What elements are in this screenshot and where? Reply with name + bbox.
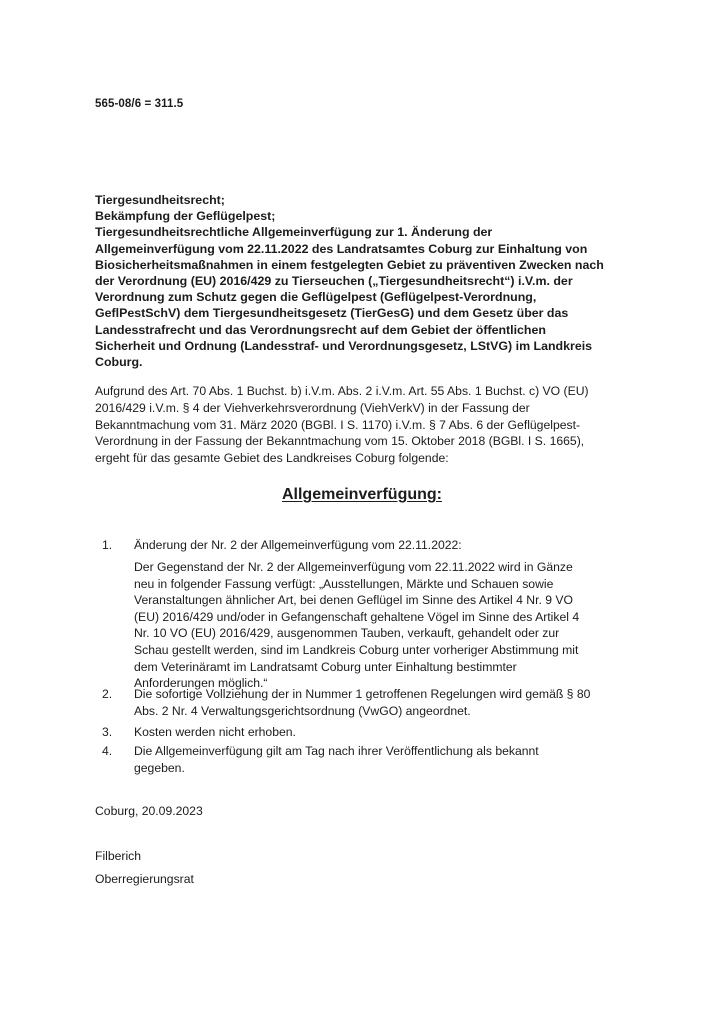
item-line: Abs. 2 Nr. 4 Verwaltungsgerichtsordnung (VwGO) angeordnet. xyxy=(134,703,471,718)
title-line: der Verordnung (EU) 2016/429 zu Tierseuchen („Tiergesundheitsrecht“) i.V.m. der xyxy=(95,274,573,289)
item-1-body xyxy=(134,559,579,692)
item-line: Die sofortige Vollziehung der in Nummer 1 getroffenen Regelungen wird gemäß § 80 xyxy=(134,687,591,701)
body-line: Der Gegenstand der Nr. 2 der Allgemeinverfügung vom 22.11.2022 wird in Gänze xyxy=(134,560,573,574)
document-title xyxy=(95,192,655,370)
section-heading: Allgemeinverfügung: xyxy=(281,486,442,503)
legal-basis-paragraph xyxy=(95,383,670,467)
item-text xyxy=(134,743,539,776)
place-date: Coburg, 20.09.2023 xyxy=(95,804,203,818)
item-line: Die Allgemeinverfügung gilt am Tag nach ihrer Veröffentlichung als bekannt xyxy=(134,744,539,758)
signatory-name: Filberich xyxy=(95,849,142,863)
item-text xyxy=(134,724,296,741)
item-text xyxy=(134,686,590,719)
title-line: Bekämpfung der Geflügelpest; xyxy=(95,209,276,224)
preamble-line: 2016/429 i.V.m. § 4 der Viehverkehrsverordnung (ViehVerkV) in der Fassung der xyxy=(95,400,530,415)
title-line: Allgemeinverfügung vom 22.11.2022 des Landratsamtes Coburg zur Einhaltung von xyxy=(95,241,588,256)
item-number: 3. xyxy=(102,725,113,739)
body-line: Nr. 10 VO (EU) 2016/429, ausgenommen Tauben, verkauft, gehandelt oder zur xyxy=(134,626,560,641)
title-line: Biosicherheitsmaßnahmen in einem festgelegten Gebiet zu präventiven Zwecken nach xyxy=(95,257,604,272)
preamble-line: ergeht für das gesamte Gebiet des Landkreises Coburg folgende: xyxy=(95,451,449,466)
signatory-title: Oberregierungsrat xyxy=(95,872,194,886)
body-line: (EU) 2016/429 und/oder in Gefangenschaft gehaltene Vögel im Sinne des Artikel 4 xyxy=(134,609,580,624)
reference-number: 565-08/6 = 311.5 xyxy=(95,98,184,110)
title-line: Landesstrafrecht und das Verordnungsrecht auf dem Gebiet der öffentlichen xyxy=(95,322,546,337)
preamble-line: Bekanntmachung vom 31. März 2020 (BGBl. I S. 1170) i.V.m. § 7 Abs. 6 der Geflügelpest- xyxy=(95,417,581,432)
body-line: dem Veterinäramt im Landratsamt Coburg unter Einhaltung bestimmter xyxy=(134,659,517,674)
preamble-line: Verordnung in der Fassung der Bekanntmachung vom 15. Oktober 2018 (BGBl. I S. 1665), xyxy=(95,434,585,449)
preamble-line: Aufgrund des Art. 70 Abs. 1 Buchst. b) i.V.m. Abs. 2 i.V.m. Art. 55 Abs. 1 Buchst. c) VO (EU) xyxy=(95,384,589,398)
item-line: Änderung der Nr. 2 der Allgemeinverfügung vom 22.11.2022: xyxy=(134,538,462,552)
item-line: gegeben. xyxy=(134,760,185,775)
item-text xyxy=(134,537,462,554)
title-line: Sicherheit und Ordnung (Landesstraf- und Verordnungsgesetz, LStVG) im Landkreis xyxy=(95,338,593,353)
item-number: 1. xyxy=(102,538,113,552)
title-line: GeflPestSchV) dem Tiergesundheitsgesetz (TierGesG) und dem Gesetz über das xyxy=(95,306,569,321)
title-line: Tiergesundheitsrechtliche Allgemeinverfügung zur 1. Änderung der xyxy=(95,225,493,240)
body-line: Schau gestellt werden, sind im Landkreis Coburg unter vorheriger Abstimmung mit xyxy=(134,642,579,657)
item-line: Kosten werden nicht erhoben. xyxy=(134,725,296,739)
body-line: Anforderungen möglich.“ xyxy=(134,676,268,691)
item-number: 4. xyxy=(102,744,113,758)
body-line: Veranstaltungen ähnlicher Art, bei denen Geflügel im Sinne des Artikel 4 Nr. 9 VO xyxy=(134,593,574,608)
title-line: Verordnung zum Schutz gegen die Geflügelpest (Geflügelpest-Verordnung, xyxy=(95,290,537,305)
body-line: neu in folgender Fassung verfügt: „Ausstellungen, Märkte und Schauen sowie xyxy=(134,576,554,591)
title-line: Coburg. xyxy=(95,355,143,370)
title-line: Tiergesundheitsrecht; xyxy=(95,193,225,207)
item-number: 2. xyxy=(102,687,113,701)
